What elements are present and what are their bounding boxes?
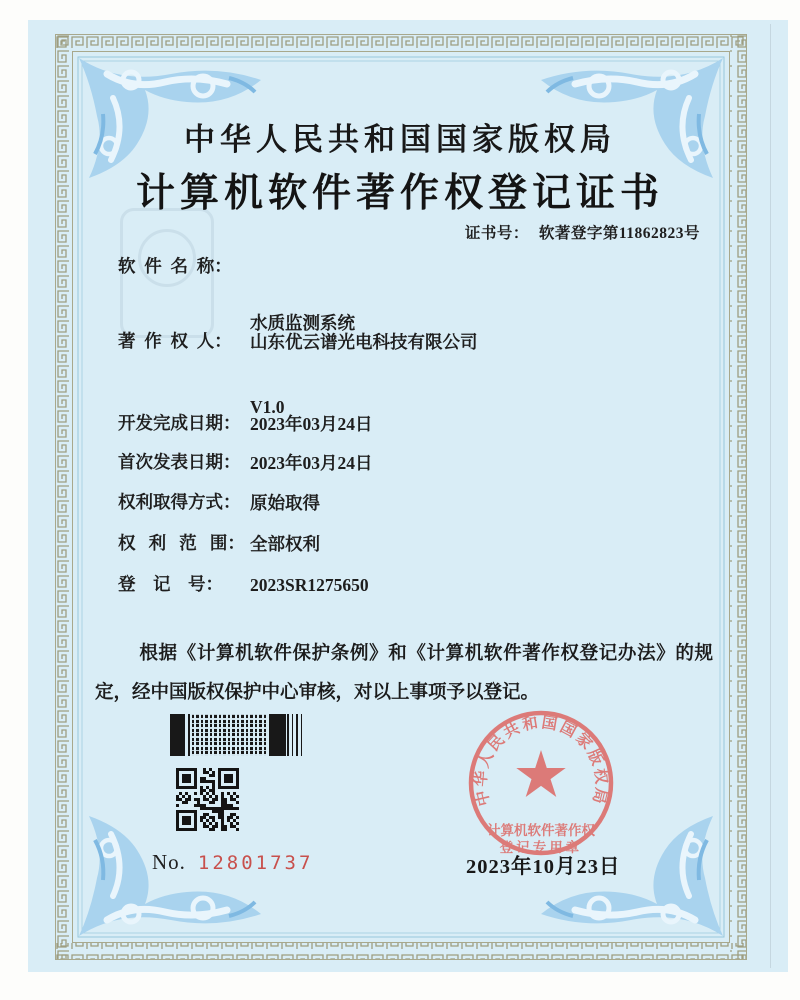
- paper-fold-line: [770, 24, 771, 968]
- barcode: [170, 714, 302, 756]
- certificate-number-value: 软著登字第11862823号: [538, 225, 700, 242]
- software-name: 水质监测系统: [250, 313, 355, 333]
- field-label: 权利取得方式：: [118, 492, 241, 512]
- rights-scope: 全部权利: [250, 534, 320, 554]
- registration-number: 2023SR1275650: [250, 575, 369, 595]
- field-value: [250, 253, 355, 477]
- registration-statement: 根据《计算机软件保护条例》和《计算机软件著作权登记办法》的规定，经中国版权保护中心审核，对以上事项予以登记。: [95, 643, 713, 703]
- field-label: 权 利 范 围：: [118, 533, 245, 553]
- field-label: 开发完成日期：: [118, 413, 241, 433]
- software-version: V1.0: [250, 397, 285, 417]
- field-label: 软 件 名 称：: [118, 256, 232, 276]
- seal-line1: 计算机软件著作权: [487, 823, 595, 838]
- serial-number: 12801737: [197, 852, 314, 874]
- copyright-owner: 山东优云谱光电科技有限公司: [250, 332, 478, 352]
- issuing-authority-title: 中华人民共和国国家版权局: [184, 122, 616, 157]
- issue-date: 2023年10月23日: [466, 856, 621, 878]
- dev-complete-date: 2023年03月24日: [250, 414, 373, 434]
- field-label: 登 记 号：: [118, 574, 223, 594]
- star-icon: [516, 750, 565, 797]
- certificate-title: 计算机软件著作权登记证书: [135, 172, 664, 215]
- field-label: 首次发表日期：: [118, 452, 241, 472]
- rights-acquisition: 原始取得: [250, 493, 320, 513]
- field-label: 著 作 权 人：: [118, 331, 232, 351]
- serial-prefix: No.: [152, 850, 186, 874]
- first-publish-date: 2023年03月24日: [250, 453, 373, 473]
- seal-line2: 登记专用章: [499, 840, 583, 855]
- qr-code: [176, 768, 239, 831]
- certificate-number-label: 证书号：: [464, 225, 529, 242]
- certificate-number-line: [465, 221, 700, 243]
- barcode-2d-section: [192, 714, 266, 756]
- official-seal: [456, 698, 626, 868]
- serial-number-line: [152, 850, 313, 875]
- seal-ring-text: 中华人民共和国国家版权局: [472, 714, 610, 808]
